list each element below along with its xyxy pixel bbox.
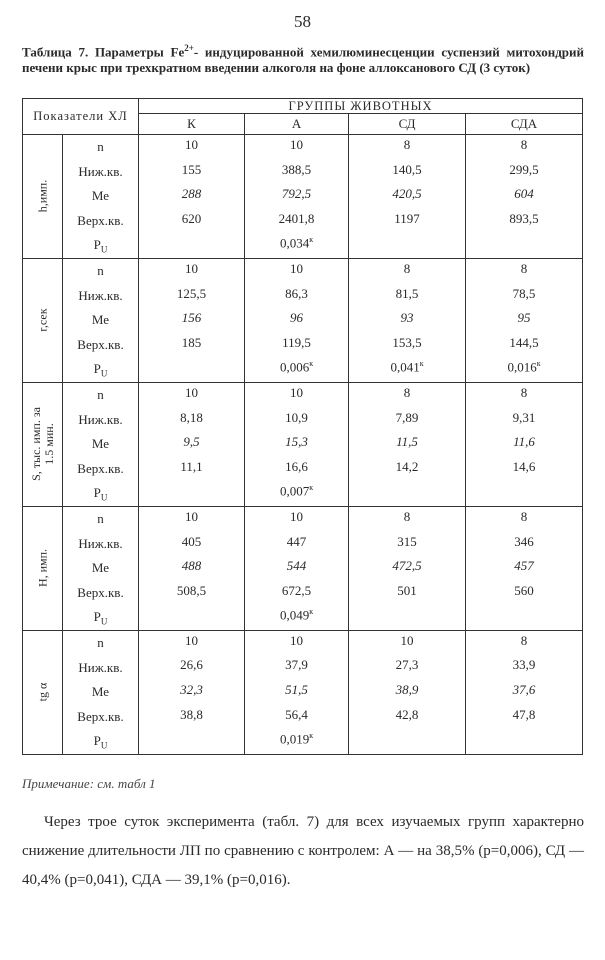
table-cell: 10	[245, 258, 349, 283]
row-label-text: Ме	[91, 312, 110, 328]
table-cell: 10	[245, 135, 349, 160]
table-row	[23, 705, 583, 730]
column-header: К	[139, 114, 245, 135]
table-cell: 346	[466, 532, 583, 557]
table-cell: 10	[245, 382, 349, 407]
table-cell: 508,5	[139, 581, 245, 606]
table-cell	[139, 481, 245, 506]
table-cell: 140,5	[349, 160, 466, 185]
row-label	[63, 680, 139, 705]
group-label-text: r,сек	[35, 308, 49, 333]
table-cell: $0,041^к$	[349, 357, 466, 382]
row-label-text: Ме	[91, 560, 110, 576]
table-row	[23, 605, 583, 630]
table-row	[23, 532, 583, 557]
group-label-text	[30, 408, 56, 482]
table-cell: 78,5	[466, 284, 583, 309]
row-label-text: P	[93, 360, 101, 376]
table-row	[23, 357, 583, 382]
table-cell: $0,034^к$	[245, 233, 349, 258]
row-label-text: Ниж.кв.	[78, 411, 123, 427]
row-label-subscript: U	[100, 616, 108, 627]
body-paragraph: Через трое суток эксперимента (табл. 7) для всех изучаемых групп характерно снижение длительности ЛП по сравнению с контролем: А — на 38,5% (р=0,006), СД — 40,4% (р=0,041), СДА — 39,1% (р=0,016).	[22, 814, 584, 888]
table-cell: 8	[349, 135, 466, 160]
table-cell: 8	[466, 382, 583, 407]
group-label-line: S, тыс. имп. за	[28, 407, 43, 482]
table-cell: 96	[245, 308, 349, 333]
row-label	[63, 233, 139, 258]
table-cell: $0,019^к$	[245, 729, 349, 754]
group-label-text: h,имп.	[35, 180, 49, 213]
table-row	[23, 506, 583, 531]
table-row	[23, 135, 583, 160]
table-row	[23, 382, 583, 407]
table-cell: 27,3	[349, 655, 466, 680]
row-label	[63, 630, 139, 655]
table-cell: 37,9	[245, 655, 349, 680]
table-cell	[466, 233, 583, 258]
table-cell: $0,007^к$	[245, 481, 349, 506]
row-label-text: Ме	[91, 436, 110, 452]
table-cell: 11,1	[139, 457, 245, 482]
table-cell: 38,8	[139, 705, 245, 730]
row-label-text: n	[97, 139, 104, 155]
header-indicator: Показатели ХЛ	[23, 99, 139, 135]
table-cell: 42,8	[349, 705, 466, 730]
group-label	[23, 506, 63, 630]
row-label-text: Ниж.кв.	[78, 659, 123, 675]
table-cell	[466, 729, 583, 754]
table-cell	[466, 481, 583, 506]
table-cell: $0,016^к$	[466, 357, 583, 382]
table-cell: 10	[245, 630, 349, 655]
significance-marker: к	[309, 483, 314, 493]
table-cell: 8	[349, 382, 466, 407]
table-cell: 14,2	[349, 457, 466, 482]
table-row	[23, 655, 583, 680]
table-cell: 38,9	[349, 680, 466, 705]
row-label-subscript: U	[100, 244, 108, 255]
table-cell: 488	[139, 556, 245, 581]
table-row	[23, 481, 583, 506]
table-cell: 10	[139, 258, 245, 283]
table-cell: 56,4	[245, 705, 349, 730]
table-cell: 10	[349, 630, 466, 655]
row-label-text: P	[93, 484, 101, 500]
row-label-text: n	[97, 263, 104, 279]
group-label-text: tg α	[35, 683, 49, 702]
row-label-text: P	[93, 236, 101, 252]
row-label-text: Ниж.кв.	[78, 163, 123, 179]
table-caption	[22, 40, 584, 76]
table-cell	[139, 357, 245, 382]
row-label-text: P	[93, 608, 101, 624]
table-cell: 8	[349, 506, 466, 531]
table-cell	[349, 605, 466, 630]
table-cell: 315	[349, 532, 466, 557]
table-row	[23, 284, 583, 309]
group-label-line: 1.5 мин.	[41, 423, 56, 466]
row-label	[63, 481, 139, 506]
chemiluminescence-table	[22, 98, 583, 755]
header-groups: ГРУППЫ ЖИВОТНЫХ	[139, 99, 583, 114]
row-label-text: Верх.кв.	[77, 708, 124, 724]
table-cell: 8,18	[139, 408, 245, 433]
row-label	[63, 581, 139, 606]
row-label	[63, 135, 139, 160]
table-cell: 37,6	[466, 680, 583, 705]
row-label-text: Верх.кв.	[77, 213, 124, 229]
table-cell	[139, 729, 245, 754]
table-cell: 10	[139, 382, 245, 407]
table-body	[23, 135, 583, 755]
row-label	[63, 729, 139, 754]
row-label	[63, 605, 139, 630]
row-label	[63, 308, 139, 333]
table-cell	[139, 605, 245, 630]
table-cell: 672,5	[245, 581, 349, 606]
column-header: СД	[349, 114, 466, 135]
row-label	[63, 408, 139, 433]
table-cell: 51,5	[245, 680, 349, 705]
table-cell: 14,6	[466, 457, 583, 482]
table-cell: 9,31	[466, 408, 583, 433]
table-row	[23, 258, 583, 283]
table-cell: 10	[139, 135, 245, 160]
table-row	[23, 408, 583, 433]
row-label	[63, 258, 139, 283]
table-cell: 299,5	[466, 160, 583, 185]
table-cell: 8	[466, 258, 583, 283]
table-cell: 93	[349, 308, 466, 333]
table-cell: 472,5	[349, 556, 466, 581]
table-cell: 447	[245, 532, 349, 557]
row-label	[63, 655, 139, 680]
row-label	[63, 160, 139, 185]
column-header: А	[245, 114, 349, 135]
group-label	[23, 630, 63, 754]
table-cell: 185	[139, 333, 245, 358]
table-cell: 81,5	[349, 284, 466, 309]
table-row	[23, 556, 583, 581]
row-label-text: Ме	[91, 188, 110, 204]
table-cell: 2401,8	[245, 209, 349, 234]
table-row	[23, 209, 583, 234]
table-cell: $0,049^к$	[245, 605, 349, 630]
table-cell: 10	[139, 630, 245, 655]
row-label	[63, 284, 139, 309]
group-label	[23, 258, 63, 382]
table-cell: 144,5	[466, 333, 583, 358]
table-cell: 560	[466, 581, 583, 606]
table-cell: 8	[466, 506, 583, 531]
row-label	[63, 184, 139, 209]
table-cell: 16,6	[245, 457, 349, 482]
table-cell	[139, 233, 245, 258]
table-cell: 501	[349, 581, 466, 606]
caption-prefix: Таблица 7. Параметры Fe	[22, 44, 185, 60]
table-cell: 9,5	[139, 432, 245, 457]
row-label	[63, 457, 139, 482]
row-label-text: Верх.кв.	[77, 584, 124, 600]
table-cell: 11,6	[466, 432, 583, 457]
page-number: 58	[294, 12, 311, 31]
significance-marker: к	[419, 359, 424, 369]
caption-superscript: 2+	[184, 43, 194, 53]
row-label-subscript: U	[100, 740, 108, 751]
table-cell: 10	[245, 506, 349, 531]
significance-marker: к	[309, 731, 314, 741]
table-cell	[349, 233, 466, 258]
row-label-text: Верх.кв.	[77, 337, 124, 353]
row-label-text: n	[97, 635, 104, 651]
row-label-text: n	[97, 387, 104, 403]
row-label-text: Ниж.кв.	[78, 287, 123, 303]
table-cell: 33,9	[466, 655, 583, 680]
table-cell	[349, 729, 466, 754]
table-row	[23, 333, 583, 358]
row-label	[63, 382, 139, 407]
row-label-subscript: U	[100, 492, 108, 503]
table-cell: 125,5	[139, 284, 245, 309]
column-header: СДА	[466, 114, 583, 135]
row-label	[63, 357, 139, 382]
table-row	[23, 581, 583, 606]
table-cell: 620	[139, 209, 245, 234]
table-cell: 457	[466, 556, 583, 581]
table-cell: 604	[466, 184, 583, 209]
table-cell: 792,5	[245, 184, 349, 209]
table-cell: 10,9	[245, 408, 349, 433]
row-label-text: P	[93, 732, 101, 748]
table-cell: 544	[245, 556, 349, 581]
table-row	[23, 308, 583, 333]
significance-marker: к	[309, 607, 314, 617]
table-cell: 86,3	[245, 284, 349, 309]
row-label-text: n	[97, 511, 104, 527]
table-row	[23, 680, 583, 705]
table-cell: 288	[139, 184, 245, 209]
table-note: Примечание: см. табл 1	[22, 776, 156, 791]
row-label	[63, 209, 139, 234]
table-cell: 405	[139, 532, 245, 557]
group-label	[23, 382, 63, 506]
table-row	[23, 160, 583, 185]
row-label	[63, 506, 139, 531]
table-row	[23, 630, 583, 655]
table-cell: 8	[466, 630, 583, 655]
table-cell: 156	[139, 308, 245, 333]
table-cell: 8	[349, 258, 466, 283]
table-cell	[466, 605, 583, 630]
row-label-subscript: U	[100, 368, 108, 379]
table-cell: 153,5	[349, 333, 466, 358]
table-cell: 47,8	[466, 705, 583, 730]
table-row	[23, 729, 583, 754]
table-cell: 7,89	[349, 408, 466, 433]
table-cell: 10	[139, 506, 245, 531]
significance-marker: к	[536, 359, 541, 369]
caption-suffix: - индуцированной хемилюминесценции суспензий митохондрий печени крыс при трехкратном введении алкоголя на фоне аллоксанового СД (3 суток)	[22, 44, 584, 76]
row-label	[63, 333, 139, 358]
group-label-text: H, имп.	[35, 549, 49, 588]
table-cell: 11,5	[349, 432, 466, 457]
table-cell: 119,5	[245, 333, 349, 358]
table-cell: 1197	[349, 209, 466, 234]
row-label	[63, 705, 139, 730]
table-row	[23, 233, 583, 258]
table-cell: $0,006^к$	[245, 357, 349, 382]
significance-marker: к	[309, 359, 314, 369]
table-row	[23, 184, 583, 209]
row-label-text: Верх.кв.	[77, 461, 124, 477]
table-row	[23, 457, 583, 482]
significance-marker: к	[309, 235, 314, 245]
table-cell: 15,3	[245, 432, 349, 457]
table-row	[23, 432, 583, 457]
row-label	[63, 432, 139, 457]
table-cell: 8	[466, 135, 583, 160]
row-label-text: Ме	[91, 684, 110, 700]
table-cell: 95	[466, 308, 583, 333]
row-label	[63, 532, 139, 557]
group-label	[23, 135, 63, 259]
row-label	[63, 556, 139, 581]
table-cell: 420,5	[349, 184, 466, 209]
table-cell: 893,5	[466, 209, 583, 234]
table-cell: 26,6	[139, 655, 245, 680]
row-label-text: Ниж.кв.	[78, 535, 123, 551]
table-cell	[349, 481, 466, 506]
table-cell: 32,3	[139, 680, 245, 705]
table-cell: 388,5	[245, 160, 349, 185]
table-cell: 155	[139, 160, 245, 185]
